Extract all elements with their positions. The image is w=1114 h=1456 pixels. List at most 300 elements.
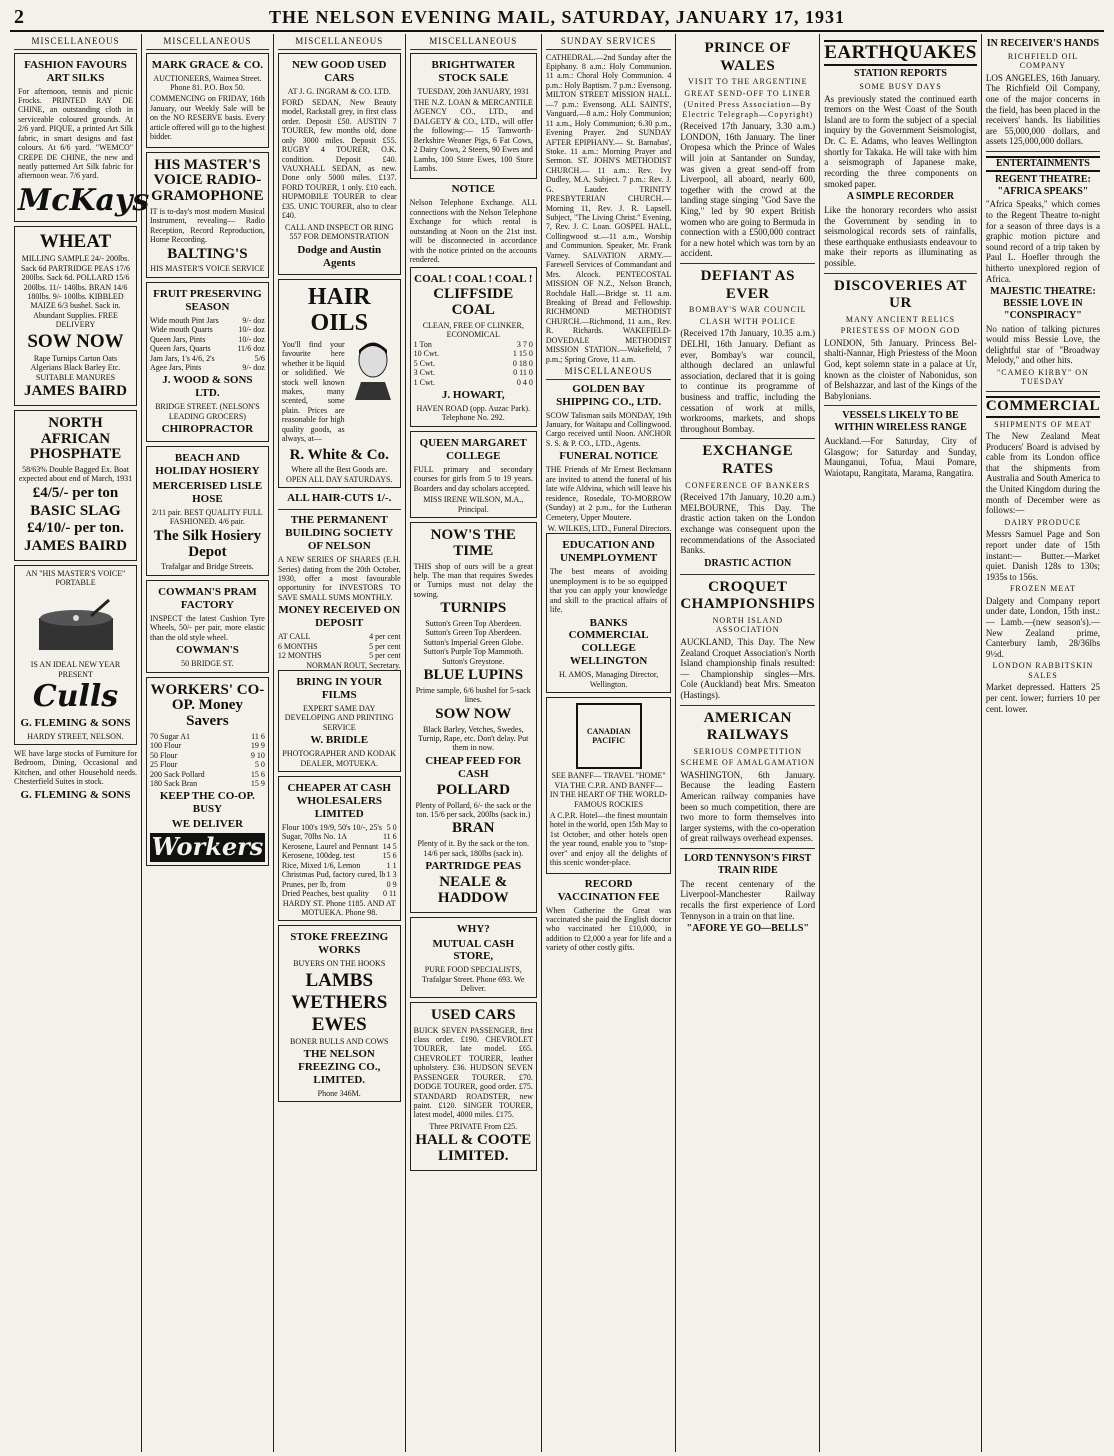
man-portrait-icon [349, 338, 397, 400]
price-label: Kerosene, 100deg. test [281, 851, 355, 861]
croquet-sub: NORTH ISLAND ASSOCIATION [712, 616, 783, 635]
price-row [282, 842, 397, 851]
cowman-text: INSPECT the latest Cushion Tyre Wheels, 50/- per pair, more elastic than the old style wheel. [150, 613, 265, 642]
time-text: THIS shop of ours will be a great help. The man that requires Swedes or Turnips must not delay the sowing. [413, 561, 533, 599]
price-label: 50 Flour [150, 750, 178, 760]
stoke-freezing-ad [278, 925, 401, 1102]
mckays-logo: McKays [18, 182, 150, 218]
mutual-store-ad [410, 917, 537, 998]
notice-headline: NOTICE [451, 183, 495, 196]
james-baird-2: JAMES BAIRD [24, 538, 127, 555]
commercial-headline: COMMERCIAL [986, 396, 1100, 418]
hmv-ad [146, 152, 269, 278]
price-label: 5 Cwt. [413, 358, 435, 368]
banks-college: BANKS COMMERCIAL COLLEGE WELLINGTON [568, 616, 649, 668]
basic-slag: BASIC SLAG [30, 502, 121, 519]
mark-grace-sub: AUCTIONEERS, Waimea Street. Phone 81. P.O. Box 50. [153, 73, 262, 93]
used-cars-list: BUICK SEVEN PASSENGER, first class order. £190. CHEVROLET TOURER, late model. £65. CHEVROLET TOURER, leather upholstery. £36. HUDSON SEVEN PASSENGER TOURER. £70. DODGE TOURER, good order. £75. STANDARD ROADSTER, new paint. £120. SINGER TOURER, latest model, 4000 miles. £175. [413, 1025, 533, 1120]
college-principal: MISS IRENE WILSON, M.A., Principal. [423, 495, 524, 514]
price-value: 9/- doz [242, 362, 265, 372]
howart: J. HOWART, [441, 389, 505, 402]
tennyson-quote: "AFORE YE GO—BELLS" [686, 923, 809, 935]
prince-headline: PRINCE OF WALES [704, 40, 792, 74]
peas-headline: PARTRIDGE PEAS [425, 860, 522, 873]
price-value: 0 9 [386, 879, 397, 889]
fleming-address: HARDY STREET, NELSON. [27, 731, 124, 741]
column-7 [820, 34, 982, 1452]
defiant-sub: BOMBAY'S WAR COUNCIL [689, 305, 807, 315]
coal-banner: COAL ! COAL ! COAL ! [414, 272, 533, 285]
furniture-text: WE have large stocks of Furniture for Bedroom, Dining, Occasional and Kitchen, and other Household needs. Chesterfield Suites in stock. [14, 749, 137, 787]
workers-logo: Workers [151, 832, 264, 862]
richfield-text: LOS ANGELES, 16th January. The Richfield Oil Company, one of the major concerns in the field, has been placed in the receivers' hands. Its liabilities are 55,000,000 dollars, and assets 125,000,000 dollars. [985, 72, 1100, 147]
deposit-headline: MONEY RECEIVED ON DEPOSIT [278, 604, 401, 630]
lisle-sub: 2/11 pair. BEST QUALITY FULL FASHIONED. 4/6 pair. [152, 508, 263, 527]
phosphate-text: 58/63% Double Bagged Ex. Boat expected about end of March, 1931 [18, 465, 133, 484]
price-row [278, 642, 401, 651]
railways-sub: SERIOUS COMPETITION [693, 746, 803, 756]
railways-headline: AMERICAN RAILWAYS [703, 709, 792, 744]
vessels-headline: VESSELS LIKELY TO BE WITHIN WIRELESS RANGE [834, 410, 967, 434]
phosphate-price: £4/5/- per ton [32, 484, 119, 501]
gramophone-caption: AN "HIS MASTER'S VOICE" PORTABLE [25, 568, 126, 588]
vessels-text: Auckland.—For Saturday, City of Glasgow; for Saturday and Sunday, Maunganui, Tofua, Maui Pomare, Waiotapu, Rangitata, Marama, Rangatira. [824, 436, 977, 478]
price-label: Sugar, 70lbs No. 1A [281, 832, 348, 842]
cowman-ad [146, 580, 269, 673]
rout-secretary: NORMAN ROUT, Secretary. [306, 660, 401, 670]
prince-sub-2: GREAT SEND-OFF TO LINER [684, 88, 812, 98]
wheat-ad [14, 226, 137, 405]
fashion-text: For afternoon, tennis and picnic Frocks. PRINTED RAY DE CHINE, an outstanding cloth in serviceable coloured grounds. At 2/6 yard. PIQUE, a printed Art Silk fabric, in smart designs and fast colours. At 6/6 yard. "WEMCO" CREPE DE CHINE, the new and neatly patterned Art Silk fabric for afternoon wear. 7/6 yard. [18, 86, 133, 181]
price-label: Jam Jars, 1's 4/6, 2's [150, 353, 215, 363]
column-2 [142, 34, 274, 1452]
quake-text: As previously stated the continued earth tremors on the West Coast of the South Island are to form the subject of a special inquiry by the Government Seismologist, Dr. C. E. Adams, who leaves Wellington shortly for Takaka. He will take with him a seismograph of Japanese make, recording the three components on smoked paper. [824, 93, 977, 189]
record-vaccination: RECORD VACCINATION FEE [557, 877, 660, 903]
frozen-text: Dalgety and Company report under date, London, 15th inst.:— Lamb.—(new season's).—New Zealand prime, Canterbury lamb, 28/36lbs 9½d. [985, 595, 1100, 659]
price-label: 12 MONTHS [277, 651, 322, 661]
fashion-headline: FASHION FAVOURS ART SILKS [24, 58, 127, 84]
price-value: 15 9 [250, 778, 265, 788]
defiant-text: (Received 17th January, 10.35 a.m.) DELHI, 16th January. Defiant as ever, Bombay's war council, although declared an unlawful association, declared that it is going to continue its programme of business and traffic, including the cessation of work at mills, workrooms, markets, and shops throughout Bombay. [680, 328, 816, 434]
demo-text: CALL AND INSPECT OR RING 557 FOR DEMONSTRATION [285, 222, 394, 242]
ur-text: LONDON, 5th January. Princess Bel-shalti-Nannar, High Priestess of the Moon God, kept solemn state in a palace at Ur, known as the cloister of Nabonidus, son of Belshazzar, and last of the Kings of the Babylonians. [824, 337, 977, 401]
gift-text: IS AN IDEAL NEW YEAR PRESENT [30, 660, 121, 679]
price-label: 180 Sack Bran [150, 778, 198, 788]
price-value: 1 3 [386, 870, 397, 880]
coal-ad [410, 267, 537, 427]
drastic-action: DRASTIC ACTION [704, 557, 792, 569]
wethers: WETHERS [291, 991, 388, 1013]
price-value: 5 0 [386, 823, 397, 833]
canadian-pacific-ad [546, 697, 671, 873]
lisle-headline: MERCERISED LISLE HOSE [152, 480, 263, 506]
price-label: 100 Flour [150, 741, 182, 751]
wood-name: J. WOOD & SONS LTD. [162, 374, 253, 400]
rabbitskin-text: Market depressed. Hatters 25 per cent. lower; furriers 10 per cent. lower. [985, 682, 1100, 714]
price-value: 10/- doz [238, 325, 265, 335]
building-society: THE PERMANENT BUILDING SOCIETY OF NELSON [285, 514, 394, 553]
lupins-text: Prime sample, 6/6 bushel for 5-sack lines. [415, 685, 531, 705]
railways-text: WASHINGTON, 6th January. Because the leading Eastern American railway companies have been so much competition, there are two more to form themselves into larger systems, with the co-operation of great railways overhead expenses. [680, 769, 816, 844]
meat-sub: SHIPMENTS OF MEAT [994, 419, 1092, 429]
price-row [150, 751, 265, 760]
funeral-text: THE Friends of Mr Ernest Beckmann are invited to attend the funeral of his late wife Aldvina, which will leave his residence, Rosedale, TO-MORROW (Sunday) at 2 p.m., for the Lutheran Cemetery, Upper Moutere. [545, 465, 672, 522]
exchange-headline: EXCHANGE RATES [702, 443, 794, 478]
gramophone-ad [14, 565, 137, 745]
fashion-ad [14, 53, 150, 223]
column-1 [10, 34, 150, 1452]
banff-headline: SEE BANFF— TRAVEL "HOME" VIA THE C.P.R. AND BANFF— IN THE HEART OF THE WORLD-FAMOUS ROCKIES [549, 771, 668, 809]
scheme-sub: SCHEME OF AMALGAMATION [680, 758, 815, 768]
workers-coop-ad [146, 677, 269, 866]
price-value: 1 1 [386, 860, 397, 870]
notice-text: Nelson Telephone Exchange. ALL connections with the Nelson Telephone Exchange for which rental is outstanding at Noon on the 21st inst. will be disconnected in accordance with the notice printed on the accounts rendered. [409, 198, 537, 265]
phosphate-ad [14, 410, 137, 561]
college-text: FULL primary and secondary courses for girls from 5 to 19 years. Boarders and day scholars accepted. [413, 464, 533, 493]
price-row [150, 325, 265, 334]
mark-grace-text: COMMENCING on FRIDAY, 16th January, our Weekly Sale will be on the NO RESERVE basis. Every article offered will go to the highest bidder. [150, 94, 265, 142]
price-label: 200 Sack Pollard [150, 769, 205, 779]
cowman-name: COWMAN'S [175, 644, 239, 657]
price-label: Christmas Pud, factory cured, lb [281, 870, 386, 880]
prince-text: (Received 17th January, 3.30 a.m.) LONDON, 16th January. The liner Oropesa which the Prince of Wales will join at Santander on Sunday, was given a great send-off from Liverpool, all aboard, nearly 600, together with the crowd at the landing stage singing "God Save the King," led by 90 expert British women who are going to Bermuda in connection with a £500,000 contract for a new hotel which was torn by an accident. [680, 121, 816, 259]
defiant-headline: DEFIANT AS EVER [700, 268, 795, 302]
column-8 [982, 34, 1104, 1452]
simple-recorder: A SIMPLE RECORDER [846, 191, 955, 203]
mutual-why: WHY? [456, 922, 490, 935]
produce-list: MILLING SAMPLE 24/- 200lbs. Sack 6d PARTRIDGE PEAS 17/6 200lbs. Sack 6d. POLLARD 15/6 200lbs. 11/- 140lbs. BRAN 14/6 180lbs. 9/- 100lbs. KIBBLED MAIZE 6/3 bushel. Sack in. Abundant Supplies. FREE DELIVERY [20, 254, 130, 330]
price-row [150, 760, 265, 769]
relics-sub: MANY ANCIENT RELICS [845, 314, 956, 324]
price-label: 1 Ton [413, 339, 432, 349]
fleming-name: G. FLEMING & SONS [20, 716, 131, 729]
price-value: 9/- doz [242, 315, 265, 325]
earthquakes-headline: EARTHQUAKES [824, 40, 977, 66]
price-label: 3 Cwt. [413, 368, 435, 378]
hmv-text: IT is to-day's most modern Musical Instrument, revealing— Radio Reception, Record Reproduction, Home Recording. [150, 206, 265, 245]
cash-wholesalers-ad [278, 776, 401, 921]
price-value: 11 6 [251, 731, 265, 741]
cp-logo-text: CANADIAN PACIFIC [586, 726, 631, 746]
mark-grace-name: MARK GRACE & CO. [151, 58, 264, 71]
price-label: Wide mouth Pint Jars [150, 315, 219, 325]
price-row [278, 632, 401, 641]
bridle-name: W. BRIDLE [310, 734, 369, 747]
price-value: 10/- doz [238, 334, 265, 344]
stock-sale-date: TUESDAY, 20th JANUARY, 1931 [417, 86, 530, 96]
education-ad [546, 533, 671, 693]
boner: BONER BULLS AND COWS [290, 1036, 389, 1046]
price-value: 15 6 [250, 769, 265, 779]
price-label: 1 Cwt. [413, 377, 435, 387]
price-row [282, 870, 397, 879]
dairy-text: Messrs Samuel Page and Son report under date of 15th instant:— Butter.—Market quiet. Danish 128s to 130s; 1935s to 156s. [985, 529, 1100, 582]
price-label: 10 Cwt. [413, 349, 439, 359]
cars-sub: AT J. G. INGRAM & CO. LTD. [287, 86, 391, 96]
hair-oils-ad [278, 279, 401, 488]
bridle-sub: PHOTOGRAPHER AND KODAK DEALER, MOTUEKA. [282, 749, 397, 768]
bran-headline: BRAN [452, 820, 495, 837]
sunday-services-text: CATHEDRAL.—2nd Sunday after the Epiphany. 8 a.m.: Holy Communion. 11 a.m.: Choral Holy Communion. 4 p.m.: Holy Baptism. 7 p.m.: Evensong. MILTON STREET MISSION HALL.—7 p.m.: Evensong. ALL SAINTS', Vanguard.—8 a.m.: Holy Communion; 11 a.m., Holy Communion; 6.30 p.m., Evening Prayer. 2nd SUNDAY AFTER EPIPHANY.— St. Barnabas', Stoke. 11 a.m.: Morning Prayer and Sermon. ST. JOHN'S METHODIST CHURCH.— 11 a.m.: Rev. Ivy Dudley, M.A. Subject. 7 p.m.: Rev. J. G. Lauder. TRINITY PRESBYTERIAN CHURCH.—Morning 11, Rev. J. R. Lapsell. Subject, "The Living Christ." Evening, 7, Rev. J. C. Loan. GOSPEL HALL, Collingwood st.—11 a.m., Worship and Communion. Speaker, Mr. Frank Varney. SALVATION ARMY.—Farewell Services of Commandant and Mrs. Alcock. PENTECOSTAL MISSION OF N.Z., Nelson Branch, Rochdale Hall.—Bridge st. 11 a.m. Breaking of Bread and Fellowship. RICHMOND METHODIST CHURCH.—Richmond, 11 a.m., Rev. R. Richards. WAKEFIELD-DOVEDALE METHODIST MISSION STATION.—Wakefield, 7 p.m.; Spring Grove, 11 a.m. [545, 52, 672, 364]
stoke-sub: BUYERS ON THE HOOKS [293, 959, 386, 969]
hair-cuts: ALL HAIR-CUTS 1/-. [287, 492, 392, 505]
seed-ad [410, 522, 537, 913]
recorder-text: Like the honorary recorders who assist the Government by sending in to seismological records sets of rainfalls, these earthquake enthusiasts endeavour to make their reports as illuminating as possible. [824, 204, 977, 268]
price-row [414, 368, 533, 377]
price-label: Queen Jars, Quarts [150, 344, 211, 354]
turnips-headline: TURNIPS [440, 600, 507, 617]
mutual-sub: PURE FOOD SPECIALISTS, Trafalgar Street. Phone 693. We Deliver. [422, 965, 525, 994]
baltings-name: BALTING'S [167, 245, 248, 262]
funeral-directors: W. WILKES, LTD., Funeral Directors. [547, 523, 672, 533]
college-headline: QUEEN MARGARET COLLEGE [419, 436, 527, 462]
price-label: Queen Jars, Pints [150, 334, 206, 344]
price-value: 11/6 doz [237, 344, 265, 354]
cars-text: FORD SEDAN, New Beauty model, Rackstall grey, in first class order. Deposit £50. AUSTIN 7 TOURER, few months old, done only 3000 miles. Deposit £55. RUGBY 4 TOURER, O.K. condition. Deposit £40. VAUXHALL SEDAN, as new. Done only 5000 miles. £137. FORD TOURER, 1 only. £10 each. HUPMOBILE TOURER to clear £35. UNIC TOURER, also to clear £40. [281, 97, 397, 221]
price-label: Dried Peaches, best quality [281, 889, 369, 899]
hmv-headline: HIS MASTER'S VOICE RADIO-GRAMOPHONE [151, 156, 264, 205]
workers-headline: WORKERS' CO-OP. Money Savers [150, 681, 265, 730]
price-value: 11 6 [382, 832, 397, 842]
hosiery-ad [146, 446, 269, 576]
culls-logo: Culls [32, 679, 119, 715]
films-headline: BRING IN YOUR FILMS [296, 676, 383, 702]
price-label: Prunes, per lb, from [281, 879, 346, 889]
gramophone-icon [31, 588, 121, 658]
frozen-sub: FROZEN MEAT [1009, 584, 1076, 594]
cheap-list [282, 823, 397, 899]
sow-now-headline: SOW NOW [27, 330, 124, 352]
fruit-headline: FRUIT PRESERVING SEASON [153, 287, 262, 313]
price-value: 0 11 [382, 889, 397, 899]
cowman-headline: COWMAN'S PRAM FACTORY [158, 585, 257, 611]
neale-haddow: NEALE & HADDOW [437, 874, 509, 906]
clash-sub: CLASH WITH POLICE [699, 316, 796, 326]
deposit-list [278, 632, 401, 660]
priestess-sub: PRIESTESS OF MOON GOD [840, 326, 961, 336]
section-header: SUNDAY SERVICES [546, 36, 671, 50]
price-value: 4 per cent [369, 632, 401, 642]
price-label: 25 Flour [150, 760, 178, 770]
turnip-list: Sutton's Green Top Aberdeen. Sutton's Green Top Aberdeen. Sutton's Imperial Green Globe. Sutton's Purple Top Mammoth. Sutton's Greystone. [423, 619, 524, 666]
funeral-notice: FUNERAL NOTICE [559, 450, 658, 463]
price-row [150, 732, 265, 741]
education-headline: EDUCATION AND UNEMPLOYMENT [560, 539, 658, 565]
section-header: MISCELLANEOUS [14, 36, 137, 50]
ur-headline: DISCOVERIES AT UR [834, 277, 968, 312]
sow-text: Rape Turnips Carton Oats Algerians Black Barley Etc. SUITABLE MANURES [30, 353, 121, 382]
price-value: 5/6 [254, 353, 265, 363]
price-value: 0 11 0 [513, 368, 533, 378]
column-6 [676, 34, 820, 1452]
fruit-ad [146, 282, 269, 442]
cp-shield-icon [576, 703, 642, 769]
price-value: 19 9 [250, 741, 265, 751]
building-text: A NEW SERIES OF SHARES (E.H. Series) dating from the 20th October, 1930, offer a most favourable opportunity for INVESTORS TO SAVE SMALL SUMS MONTHLY. [277, 555, 401, 602]
white-co: R. White & Co. [289, 446, 389, 463]
cowman-address: 50 BRIDGE ST. [181, 659, 234, 669]
used-cars-ad [278, 53, 401, 276]
exchange-text: (Received 17th January, 10.20 a.m.) MELBOURNE, This Day. The drastic action taken on the London exchange was consequent upon the recommendations of the Associated Banks. [680, 492, 816, 556]
james-baird-1: JAMES BAIRD [24, 383, 127, 399]
hall-coote-ad [410, 1002, 537, 1171]
record-text: When Catherine the Great was vaccinated she paid the English doctor who vaccinated her £10,000, in addition to £2,000 a year for life and a variety of other costly gifts. [545, 905, 672, 953]
croquet-headline: CROQUET CHAMPIONSHIPS [680, 578, 816, 613]
cheaper-headline: CHEAPER AT CASH WHOLESALERS LIMITED [287, 782, 391, 821]
station-reports: STATION REPORTS [854, 68, 947, 80]
price-value: 9 10 [250, 750, 265, 760]
section-header: MISCELLANEOUS [410, 36, 537, 50]
coal-clean: CLEAN, FREE OF CLINKER, ECONOMICAL [422, 320, 524, 340]
wood-sub: BRIDGE STREET. (NELSON'S LEADING GROCERS) [155, 402, 260, 421]
silk-depot: The Silk Hosiery Depot [153, 527, 262, 560]
amos: H. AMOS, Managing Director, Wellington. [558, 670, 659, 689]
price-value: 14 5 [382, 841, 397, 851]
dairy-sub: DAIRY PRODUCE [1004, 517, 1082, 527]
croquet-text: AUCKLAND, This Day. The New Zealand Croquet Association's North Island championship finals resulted:— Championship singles—Mrs. Cole (Auckland) beat Mrs. Smeaton (Hastings). [680, 636, 816, 700]
price-label: Kerosene, Laurel and Pennant [281, 841, 379, 851]
price-value: 5 per cent [369, 641, 401, 651]
stock-sale-headline: BRIGHTWATER STOCK SALE [431, 58, 516, 84]
sow-headline: SOW NOW [435, 705, 512, 722]
price-row [414, 359, 533, 368]
baltings-sub: HIS MASTER'S VOICE SERVICE [150, 264, 265, 274]
banff-text: A C.P.R. Hotel—the finest mountain hotel in the world, open 15th May to 1st October, and other hotels open the year round, enable you to "stop-over" and enjoy all the delights of this scenic wonder-place. [549, 811, 668, 868]
price-row [282, 880, 397, 889]
freezing-phone: Phone 346M. [317, 1088, 361, 1098]
slag-price: £4/10/- per ton. [27, 520, 124, 537]
cliffside-coal: CLIFFSIDE COAL [433, 286, 514, 319]
we-deliver: WE DELIVER [171, 818, 244, 831]
rabbitskin-sub: LONDON RABBITSKIN SALES [992, 661, 1094, 680]
section-header: MISCELLANEOUS [146, 36, 269, 50]
section-header: MISCELLANEOUS [278, 36, 401, 50]
mutual-name: MUTUAL CASH STORE, [432, 937, 515, 963]
mark-grace-ad [146, 53, 269, 148]
masthead-title: THE NELSON EVENING MAIL, SATURDAY, JANUARY 17, 1931 [268, 7, 846, 27]
tennyson-headline: LORD TENNYSON'S FIRST TRAIN RIDE [684, 853, 812, 876]
price-row [150, 344, 265, 353]
richfield-sub: RICHFIELD OIL COMPANY [1007, 51, 1078, 71]
used-cars-headline: USED CARS [430, 1006, 516, 1023]
time-headline: NOW'S THE TIME [430, 527, 516, 559]
regent-text: "Africa Speaks," which comes to the Regent Theatre to-night for a season of three days is a graphic motion picture and sound record of a trip taken by Paul L. Hoefler through the hitherto unexplored region of Africa. [985, 199, 1100, 284]
jar-list [150, 316, 265, 373]
saver-list [150, 732, 265, 789]
stock-sale-ad [410, 53, 537, 180]
price-row [150, 335, 265, 344]
exchange-sub: CONFERENCE OF BANKERS [685, 480, 811, 490]
freezing-co: THE NELSON FREEZING CO., LIMITED. [298, 1048, 381, 1086]
price-row [414, 349, 533, 358]
feed-headline: CHEAP FEED FOR CASH [425, 754, 522, 780]
films-ad [278, 670, 401, 772]
price-value: 0 4 0 [516, 377, 533, 387]
price-label: Flour 100's 19/9, 50's 10/-, 25's [281, 823, 382, 833]
stock-sale-text: THE N.Z. LOAN & MERCANTILE AGENCY CO., LTD., and DALGETY & CO., LTD., will offer the following:— 15 Tamworth-Berkshire Weaner Pigs, 6 Fat Cows, 2 Dairy Cows, 2 Steers, 90 Ewes and Lambs, 100 Store Ewes, 100 Store Lambs. [413, 97, 533, 174]
column-3 [274, 34, 406, 1452]
price-value: 5 per cent [369, 651, 401, 661]
price-label: 70 Sugar A1 [150, 731, 190, 741]
lupins-headline: BLUE LUPINS [423, 667, 524, 684]
price-value: 15 6 [382, 851, 397, 861]
meat-text: The New Zealand Meat Producers' Board is advised by cable from its London office that the shipments from Australia and South America to the United Kingdom during the month of December were as follows:— [985, 431, 1100, 516]
column-4 [406, 34, 542, 1452]
hall-coote: HALL & COOTE LIMITED. [415, 1132, 532, 1165]
used-cars-terms: Three PRIVATE From £25. [429, 1121, 518, 1131]
white-sub: Where all the Best Goods are. OPEN ALL DAY SATURDAYS. [286, 465, 393, 484]
busy-days: SOME BUSY DAYS [859, 82, 942, 92]
majestic-text: No nation of talking pictures would miss Bessie Love, the delightful star of "Broadway Melody," and other hits. [985, 323, 1100, 366]
ewes: EWES [311, 1013, 367, 1035]
entertainments-headline: ENTERTAINMENTS [986, 156, 1100, 172]
price-row [282, 823, 397, 832]
price-label: AT CALL [277, 632, 311, 642]
keep-busy: KEEP THE CO-OP. BUSY [159, 790, 255, 816]
hair-text: You'll find your favourite here whether it be liquid or solidified. We stock well known makes, many scented, some plain. Prices are reasonable for high quality goods, as always, at— [281, 339, 345, 444]
prince-sub: VISIT TO THE ARGENTINE [688, 77, 808, 87]
dodge-agents: Dodge and Austin Agents [297, 243, 382, 269]
golden-bay: GOLDEN BAY SHIPPING CO., LTD. [556, 382, 662, 408]
page-number: 2 [14, 6, 24, 28]
lambs: LAMBS [305, 969, 374, 991]
price-value: 5 0 [254, 760, 265, 770]
cameo-kirby: "CAMEO KIRBY" ON TUESDAY [996, 368, 1089, 387]
bran-text: Plenty of it. By the sack or the ton. 14/6 per sack, 180lbs (sack in). [417, 839, 530, 858]
beach-headline: BEACH AND HOLIDAY HOSIERY [155, 452, 260, 478]
regent-headline: REGENT THEATRE: "AFRICA SPEAKS" [994, 173, 1091, 197]
pollard-headline: POLLARD [436, 781, 510, 798]
price-row [414, 340, 533, 349]
price-row [282, 861, 397, 870]
price-row [150, 779, 265, 788]
fleming-name-2: G. FLEMING & SONS [20, 788, 131, 801]
misc-header: MISCELLANEOUS [546, 366, 671, 380]
masthead [10, 4, 1104, 32]
stoke-headline: STOKE FREEZING WORKS [290, 931, 389, 957]
price-row [278, 651, 401, 660]
column-5 [542, 34, 676, 1452]
price-row [150, 354, 265, 363]
chiropractor: CHIROPRACTOR [161, 423, 254, 436]
phosphate-headline: NORTH AFRICAN PHOSPHATE [29, 414, 122, 463]
price-value: 1 15 0 [512, 349, 533, 359]
receiver-headline: IN RECEIVER'S HANDS [986, 38, 1100, 49]
howart-sub: HAVEN ROAD (opp. Auzac Park). Telephone No. 292. [416, 404, 531, 423]
cars-headline: NEW GOOD USED CARS [291, 58, 387, 84]
price-row [150, 316, 265, 325]
wheat-headline: WHEAT [39, 231, 112, 253]
price-label: Wide mouth Quarts [150, 325, 213, 335]
price-value: 0 18 0 [512, 358, 533, 368]
golden-bay-text: SCOW Talisman sails MONDAY, 19th January, for Waitapu and Collingwood. Cargo received until Noon. ANCHOR S. S. & P. CO., LTD., Agents. [545, 410, 672, 448]
tennyson-text: The recent centenary of the Liverpool-Manchester Railway recalls the first experience of Lord Tennyson in a train on that line. [680, 878, 816, 921]
coal-price-list [414, 340, 533, 387]
price-row [282, 832, 397, 841]
price-row [282, 851, 397, 860]
college-ad [410, 431, 537, 518]
films-sub: EXPERT SAME DAY DEVELOPING AND PRINTING SERVICE [284, 703, 394, 732]
price-label: Agee Jars, Pints [150, 362, 202, 372]
hair-oils-headline: HAIR OILS [307, 284, 371, 336]
silk-depot-sub: Trafalgar and Bridge Streets. [161, 562, 254, 572]
price-row [282, 889, 397, 898]
price-row [150, 363, 265, 372]
education-text: The best means of avoiding unemployment is to be so equipped that you can apply your knowledge and skill to the practical affairs of life. [549, 567, 668, 615]
price-row [414, 378, 533, 387]
cheaper-address: HARDY ST. Phone 1185. AND AT MOTUEKA. Phone 98. [282, 898, 396, 917]
price-label: Rice, Mixed 1/6, Lemon [281, 860, 361, 870]
